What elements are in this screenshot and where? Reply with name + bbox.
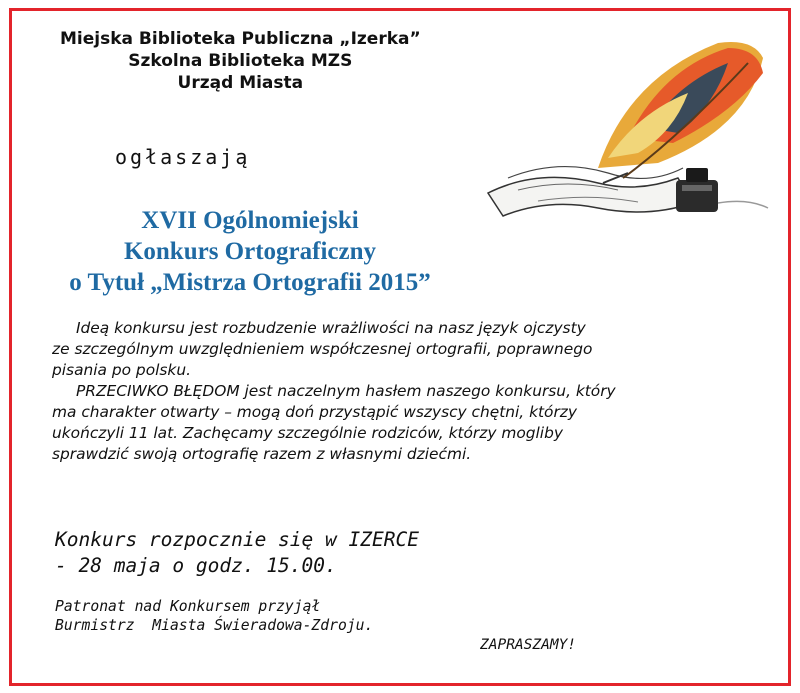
paragraph-line: sprawdzić swoją ortografię razem z własnymi dziećmi. — [52, 445, 472, 463]
paragraph-line: ma charakter otwarty – mogą doń przystąpić wszyscy chętni, którzy — [52, 403, 577, 421]
paragraph-line: ukończyli 11 lat. Zachęcamy szczególnie rodziców, którzy mogliby — [52, 424, 563, 442]
contest-title — [20, 205, 480, 298]
start-line: Konkurs rozpocznie się w IZERCE — [55, 528, 419, 551]
paragraph-line: ze szczególnym uwzględnieniem współczesnej ortografii, poprawnego — [52, 340, 593, 358]
organizer-line: Urząd Miasta — [177, 73, 304, 93]
patron-line: Patronat nad Konkursem przyjął — [55, 598, 321, 615]
title-line: XVII Ogólnomiejski — [141, 207, 359, 234]
start-info — [55, 527, 419, 579]
organizer-line: Miejska Biblioteka Publiczna „Izerka” — [60, 29, 421, 49]
invitation: ZAPRASZAMY! — [480, 637, 577, 653]
patronage — [55, 597, 373, 635]
announce-text: ogłaszają — [115, 145, 251, 169]
contest-description — [52, 318, 752, 465]
start-line: - 28 maja o godz. 15.00. — [55, 554, 337, 577]
paragraph: Ideą konkursu jest rozbudzenie wrażliwości na nasz język ojczysty — [76, 319, 586, 337]
patron-line: Burmistrz Miasta Świeradowa-Zdroju. — [55, 617, 374, 634]
quill-and-inkwell-icon — [478, 18, 778, 228]
title-line: o Tytuł „Mistrza Ortografii 2015” — [69, 269, 431, 296]
organizer-line: Szkolna Biblioteka MZS — [128, 51, 353, 71]
paragraph: PRZECIWKO BŁĘDOM jest naczelnym hasłem naszego konkursu, który — [76, 382, 616, 400]
title-line: Konkurs Ortograficzny — [123, 238, 377, 265]
paragraph-line: pisania po polsku. — [52, 361, 191, 379]
organizers — [60, 28, 421, 94]
